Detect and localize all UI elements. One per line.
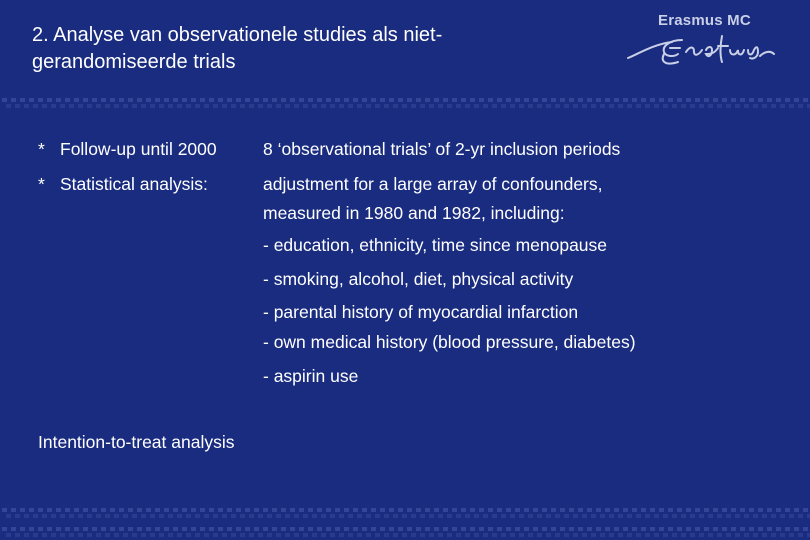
confounder-item: - own medical history (blood pressure, diabetes)	[263, 332, 636, 352]
confounder-item: - smoking, alcohol, diet, physical activity	[263, 269, 574, 289]
decorative-dot-band-top	[0, 97, 810, 111]
slide-title: 2. Analyse van observationele studies als niet-gerandomiseerde trials	[32, 24, 443, 73]
bullet-statistical-analysis	[38, 173, 208, 195]
bullet-label: Follow-up until 2000	[60, 139, 217, 159]
decorative-dot-band-bottom-2	[0, 526, 810, 538]
bullet-value: 8 ‘observational trials’ of 2-yr inclusion periods	[263, 139, 621, 159]
bullet-marker: *	[38, 174, 45, 194]
confounder-item: - aspirin use	[263, 366, 359, 386]
bullet-follow-up	[38, 138, 217, 160]
confounder-item: - parental history of myocardial infarction	[263, 302, 579, 322]
confounder-item: - education, ethnicity, time since menopause	[263, 235, 608, 255]
bullet-value-line: adjustment for a large array of confounders,	[263, 174, 603, 194]
erasmus-signature-icon	[624, 32, 784, 70]
bullet-value-line: measured in 1980 and 1982, including:	[263, 203, 565, 223]
decorative-dot-band-bottom	[0, 507, 810, 521]
erasmus-mc-logo	[624, 12, 784, 70]
logo-text: Erasmus MC	[658, 12, 751, 29]
bullet-marker: *	[38, 139, 45, 159]
footer-text: Intention-to-treat analysis	[38, 432, 235, 452]
bullet-label: Statistical analysis:	[60, 174, 208, 194]
